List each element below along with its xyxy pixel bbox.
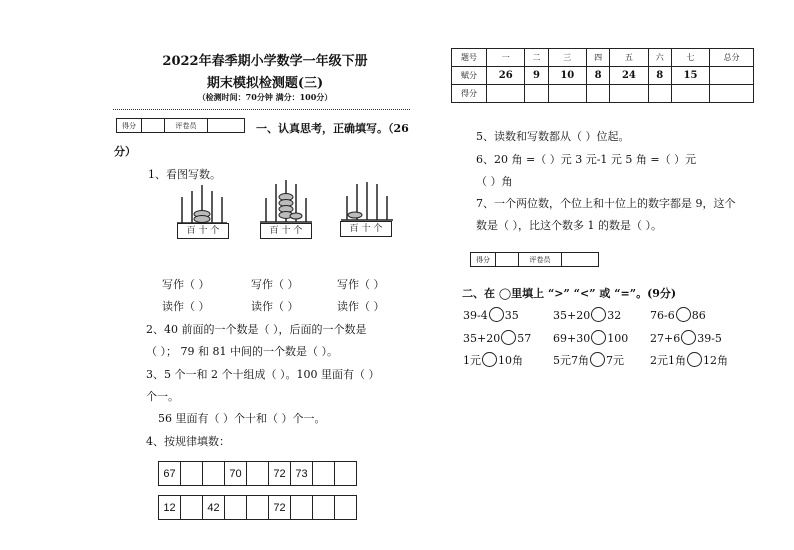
page-subtitle: 期末模拟检测题(三) xyxy=(206,76,324,91)
score-cell[interactable] xyxy=(487,85,525,103)
dotted-divider xyxy=(113,109,410,110)
read-blank[interactable]: 读作（ ） xyxy=(162,300,210,313)
comparison-item xyxy=(553,352,624,368)
score-cell: 总分 xyxy=(710,49,754,67)
read-blank[interactable]: 读作（ ） xyxy=(251,300,299,313)
score-cell: 题号 xyxy=(452,49,487,67)
score-cell: 得分 xyxy=(452,85,487,103)
sequence-cell[interactable] xyxy=(181,462,203,486)
sequence-cell: 72 xyxy=(269,496,291,520)
comparison-right: 100 xyxy=(607,332,629,345)
score-cell[interactable] xyxy=(548,85,586,103)
score-cell: 一 xyxy=(487,49,525,67)
comparison-left: 5元7角 xyxy=(553,354,589,367)
abacus-label: 百 十 个 xyxy=(177,223,229,239)
comparison-right: 86 xyxy=(691,309,706,322)
question-6-line2: （ ）角 xyxy=(476,175,513,188)
grader-score-cell[interactable] xyxy=(496,253,519,267)
score-cell[interactable] xyxy=(648,85,671,103)
sequence-cell[interactable] xyxy=(247,496,269,520)
question-3-line2: 个一。 xyxy=(146,390,179,403)
comparison-right: 7元 xyxy=(606,354,624,367)
score-cell: 9 xyxy=(525,67,548,85)
grader-name-label: 评卷员 xyxy=(519,253,562,267)
grader-score-label: 得分 xyxy=(471,253,496,267)
score-cell: 8 xyxy=(648,67,671,85)
comparison-item xyxy=(650,352,728,368)
sequence-cell[interactable] xyxy=(203,462,225,486)
score-cell[interactable] xyxy=(710,85,754,103)
grader-score-label: 得分 xyxy=(117,119,142,133)
comparison-circle[interactable] xyxy=(590,352,605,367)
exam-info: （检测时间：70分钟 满分：100分） xyxy=(197,92,333,102)
comparison-item xyxy=(463,307,519,322)
sequence-cell: 67 xyxy=(159,462,181,486)
comparison-right: 12角 xyxy=(703,354,728,367)
score-cell: 8 xyxy=(587,67,610,85)
comparison-item xyxy=(553,307,621,322)
comparison-left: 35+20 xyxy=(463,332,501,345)
comparison-item xyxy=(650,330,722,345)
score-cell[interactable] xyxy=(671,85,709,103)
comparison-left: 35+20 xyxy=(553,309,591,322)
comparison-left: 27+6 xyxy=(650,332,681,345)
comparison-right: 32 xyxy=(607,309,622,322)
score-cell: 15 xyxy=(671,67,709,85)
sequence-cell[interactable] xyxy=(335,496,357,520)
score-cell: 四 xyxy=(587,49,610,67)
grader-name-cell[interactable] xyxy=(208,119,245,133)
comparison-item xyxy=(463,330,531,345)
comparison-circle[interactable] xyxy=(501,330,516,345)
read-blank[interactable]: 读作（ ） xyxy=(337,300,385,313)
sequence-cell[interactable] xyxy=(313,462,335,486)
abacus-label: 百 十 个 xyxy=(260,223,312,239)
comparison-right: 39-5 xyxy=(697,332,722,345)
question-1: 1、看图写数。 xyxy=(148,168,221,181)
score-cell[interactable] xyxy=(587,85,610,103)
comparison-left: 1元 xyxy=(463,354,481,367)
comparison-circle[interactable] xyxy=(482,352,497,367)
sequence-cell[interactable] xyxy=(225,496,247,520)
section1-heading-cont: 分） xyxy=(114,145,136,158)
question-7-line2: 数是（ ），比这个数多 1 的数是（ ）。 xyxy=(476,219,662,232)
score-cell[interactable] xyxy=(525,85,548,103)
score-cell: 24 xyxy=(610,67,648,85)
comparison-circle[interactable] xyxy=(681,330,696,345)
comparison-circle[interactable] xyxy=(489,307,504,322)
section2-heading: 二、在 ◯里填上 “>” “<” 或 “=”。(9分) xyxy=(462,287,677,300)
write-blank[interactable]: 写作（ ） xyxy=(251,278,299,291)
comparison-right: 35 xyxy=(504,309,519,322)
comparison-circle[interactable] xyxy=(591,307,606,322)
comparison-left: 76-6 xyxy=(650,309,675,322)
sequence-cell[interactable] xyxy=(335,462,357,486)
grader-score-cell[interactable] xyxy=(142,119,165,133)
comparison-circle[interactable] xyxy=(687,352,702,367)
sequence-cell: 12 xyxy=(159,496,181,520)
comparison-right: 10角 xyxy=(498,354,523,367)
sequence-cell[interactable] xyxy=(181,496,203,520)
sequence-cell: 72 xyxy=(269,462,291,486)
write-blank[interactable]: 写作（ ） xyxy=(337,278,385,291)
question-7-line1: 7、一个两位数，个位上和十位上的数字都是 9，这个 xyxy=(476,197,736,210)
score-cell: 五 xyxy=(610,49,648,67)
score-table xyxy=(451,48,754,103)
question-2-line2: （ ）； 79 和 81 中间的一个数是（ ）。 xyxy=(146,345,338,358)
question-4: 4、按规律填数： xyxy=(146,435,230,448)
score-cell: 六 xyxy=(648,49,671,67)
score-cell: 10 xyxy=(548,67,586,85)
comparison-circle[interactable] xyxy=(591,330,606,345)
comparison-item xyxy=(650,307,706,322)
comparison-item xyxy=(463,352,523,368)
score-cell: 赋分 xyxy=(452,67,487,85)
question-5: 5、读数和写数都从（ ）位起。 xyxy=(476,130,630,143)
sequence-cell[interactable] xyxy=(291,496,313,520)
sequence-cell: 70 xyxy=(225,462,247,486)
grader-name-label: 评卷员 xyxy=(165,119,208,133)
comparison-left: 2元1角 xyxy=(650,354,686,367)
sequence-cell[interactable] xyxy=(247,462,269,486)
sequence-row-1 xyxy=(158,461,357,486)
question-3-line1: 3、5 个一和 2 个十组成（ ）。100 里面有（ ） xyxy=(146,368,380,381)
grader-name-cell[interactable] xyxy=(562,253,599,267)
score-cell: 26 xyxy=(487,67,525,85)
question-2-line1: 2、40 前面的一个数是（ ），后面的一个数是 xyxy=(146,323,367,336)
score-cell: 二 xyxy=(525,49,548,67)
section1-heading: 一、认真思考，正确填写。（26 xyxy=(256,122,409,135)
sequence-cell: 42 xyxy=(203,496,225,520)
question-6-line1: 6、20 角 =（ ）元 3 元-1 元 5 角 =（ ）元 xyxy=(476,153,697,166)
abacus-label: 百 十 个 xyxy=(340,221,392,237)
question-3-line3: 56 里面有（ ）个十和（ ）个一。 xyxy=(158,412,326,425)
comparison-left: 39-4 xyxy=(463,309,488,322)
sequence-cell: 73 xyxy=(291,462,313,486)
score-cell[interactable] xyxy=(610,85,648,103)
score-cell xyxy=(710,67,754,85)
sequence-row-2 xyxy=(158,495,357,520)
comparison-right: 57 xyxy=(517,332,532,345)
score-cell: 三 xyxy=(548,49,586,67)
grader-box xyxy=(116,118,245,133)
sequence-cell[interactable] xyxy=(313,496,335,520)
comparison-circle[interactable] xyxy=(676,307,691,322)
score-cell: 七 xyxy=(671,49,709,67)
grader-box xyxy=(470,252,599,267)
comparison-left: 69+30 xyxy=(553,332,591,345)
comparison-item xyxy=(553,330,628,345)
write-blank[interactable]: 写作（ ） xyxy=(162,278,210,291)
page-title: 2022年春季期小学数学一年级下册 xyxy=(162,54,368,69)
